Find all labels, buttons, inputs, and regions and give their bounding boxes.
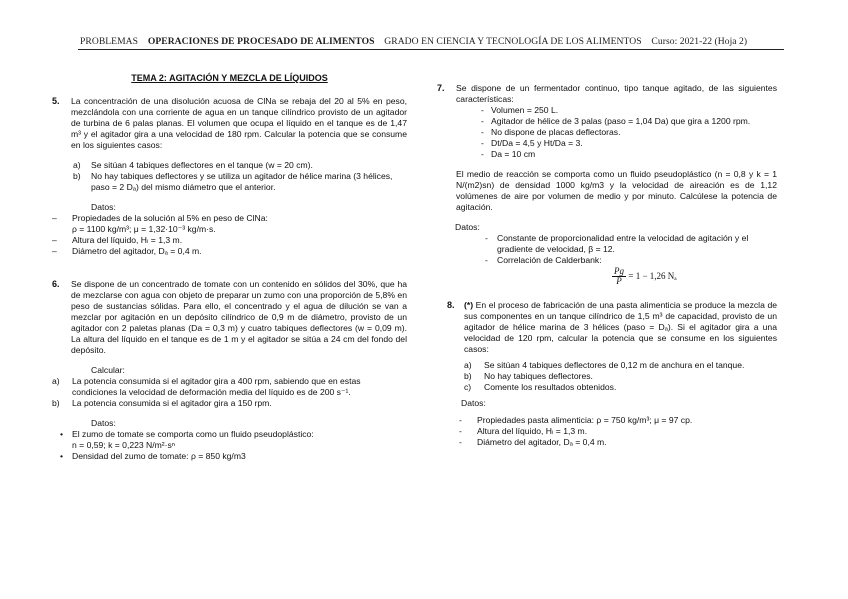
problem-number: 6. [52, 279, 60, 289]
case-item: a) La potencia consumida si el agitador gira a 400 rpm, sabiendo que en estas condiciones la velocidad de deformación media del líquido es de 200 s⁻¹. [52, 376, 361, 397]
datos-item: - Diámetro del agitador, Dₐ = 0,4 m. [459, 437, 607, 447]
datos-item: – Altura del líquido, Hₗ = 1,3 m. [52, 235, 183, 245]
formula-denominator: P [616, 276, 622, 286]
datos-item: – Diámetro del agitador, Dₐ = 0,4 m. [52, 246, 202, 256]
case-item: c) Comente los resultados obtenidos. [464, 382, 617, 392]
formula-rhs: = 1 − 1,26 Nₐ [628, 270, 677, 281]
formula-numerator: Pg [614, 266, 624, 276]
feature-item: - Volumen = 250 L. [481, 105, 559, 115]
right-column [437, 83, 777, 448]
problem-number: 8. [447, 300, 455, 310]
problem-5 [52, 96, 407, 193]
formula-fraction [612, 267, 626, 286]
problem-statement-2: El medio de reacción se comporta como un fluido pseudoplástico (n = 0,8 y k = 1 N/(m2)sn) de densidad 1000 kg/m3 y la velocidad de aireación es de 1,12 volúmenes de aire por volumen de medio y por minuto. Calcúlese la potencia de agitación. [456, 169, 777, 212]
feature-item: - No dispone de placas deflectoras. [481, 127, 621, 137]
calderbank-formula [437, 267, 777, 286]
datos-item: • El zumo de tomate se comporta como un fluido pseudoplástico: [60, 429, 314, 439]
header-divider [78, 49, 784, 50]
calc-label: Calcular: [91, 365, 125, 375]
datos-item: - Propiedades pasta alimenticia: ρ = 750 kg/m³; μ = 97 cp. [459, 415, 693, 425]
datos-label: Datos: [455, 222, 480, 232]
section-title: TEMA 2: AGITACIÓN Y MEZCLA DE LÍQUIDOS [131, 73, 328, 83]
header-year: Curso: 2021-22 (Hoja 2) [651, 36, 748, 47]
header-degree: GRADO EN CIENCIA Y TECNOLOGÍA DE LOS ALIMENTOS [384, 36, 642, 47]
problem-statement: En el proceso de fabricación de una pasta alimenticia se produce la mezcla de sus componentes en un tanque cilíndrico de 1,5 m³ de capacidad, provisto de un agitador de hélice marina de 3 hélices (paso = Dₐ). Si el agitador gira a una velocidad de 120 rpm, calcular la potencia que se consume en los siguientes casos: [464, 300, 777, 354]
case-item: b) No hay tabiques deflectores. [464, 371, 593, 381]
left-column [52, 73, 407, 462]
feature-item: - Dt/Da = 4,5 y Ht/Da = 3. [481, 138, 583, 148]
problem-statement: La concentración de una disolución acuosa de ClNa se rebaja del 20 al 5% en peso, mezclándola con una corriente de agua en un tanque cilíndrico provisto de un agitador de turbina de 6 palas planas. El volumen que ocupa el líquido en el tanque es de 1,47 m³ y el agitador gira a una velocidad de 180 rpm. Calcular la potencia que se consume en los siguientes casos: [71, 96, 407, 150]
datos-item: n = 0,59; k = 0,223 N/m²·sⁿ [72, 440, 175, 450]
case-item: a) Se sitúan 4 tabiques deflectores de 0,12 m de anchura en el tanque. [464, 360, 745, 370]
datos-item: • Densidad del zumo de tomate: ρ = 850 kg/m3 [60, 451, 246, 461]
datos-item: - Altura del líquido, Hₗ = 1,3 m. [459, 426, 588, 436]
problem-6 [52, 279, 407, 376]
problem-7 [437, 83, 777, 213]
header-course: OPERACIONES DE PROCESADO DE ALIMENTOS [147, 36, 375, 47]
page-header [80, 36, 780, 47]
datos-item: - Constante de proporcionalidad entre la velocidad de agitación y el gradiente de velocidad, β = 12. [485, 233, 749, 254]
datos-label: Datos: [91, 202, 116, 212]
case-item: b) No hay tabiques deflectores y se utiliza un agitador de hélice marina (3 hélices, paso = 2 Dₐ) del mismo diámetro que el anterior. [73, 171, 393, 192]
case-item: b) La potencia consumida si el agitador gira a 150 rpm. [52, 398, 272, 408]
datos-item: – Propiedades de la solución al 5% en peso de ClNa: [52, 213, 268, 223]
problem-8 [437, 300, 777, 393]
feature-item: - Agitador de hélice de 3 palas (paso = 1,04 Da) que gira a 1200 rpm. [481, 116, 751, 126]
problem-number: 7. [437, 83, 445, 93]
optional-mark: (*) [464, 300, 474, 310]
case-item: a) Se sitúan 4 tabiques deflectores en el tanque (w = 20 cm). [73, 160, 313, 170]
problem-statement: Se dispone de un concentrado de tomate con un contenido en sólidos del 30%, que ha de mezclarse con agua con objeto de preparar un zumo con una proporción de 5,8% en peso de sustancias sólidas. Para ello, el concentrado y el agua de dilución se van a mezclar por agitación en un depósito cilíndrico de 0,9 m de diámetro, provisto de un agitador con 2 paletas planas (Da = 0,3 m) y cuatro tabiques deflectores (w = 0,09 m). La altura del líquido en el tanque es de 1 m y el agitador se sitúa a 24 cm del fondo del depósito. [71, 279, 407, 355]
datos-label: Datos: [461, 398, 486, 408]
datos-label: Datos: [91, 418, 116, 428]
header-problems: PROBLEMAS [80, 36, 139, 47]
datos-item: - Correlación de Calderbank: [485, 255, 602, 265]
datos-item: ρ = 1100 kg/m³; μ = 1,32·10⁻³ kg/m·s. [72, 224, 216, 234]
feature-item: - Da = 10 cm [481, 149, 536, 159]
problem-number: 5. [52, 96, 60, 106]
problem-statement: Se dispone de un fermentador continuo, tipo tanque agitado, de las siguientes características: [456, 83, 777, 104]
